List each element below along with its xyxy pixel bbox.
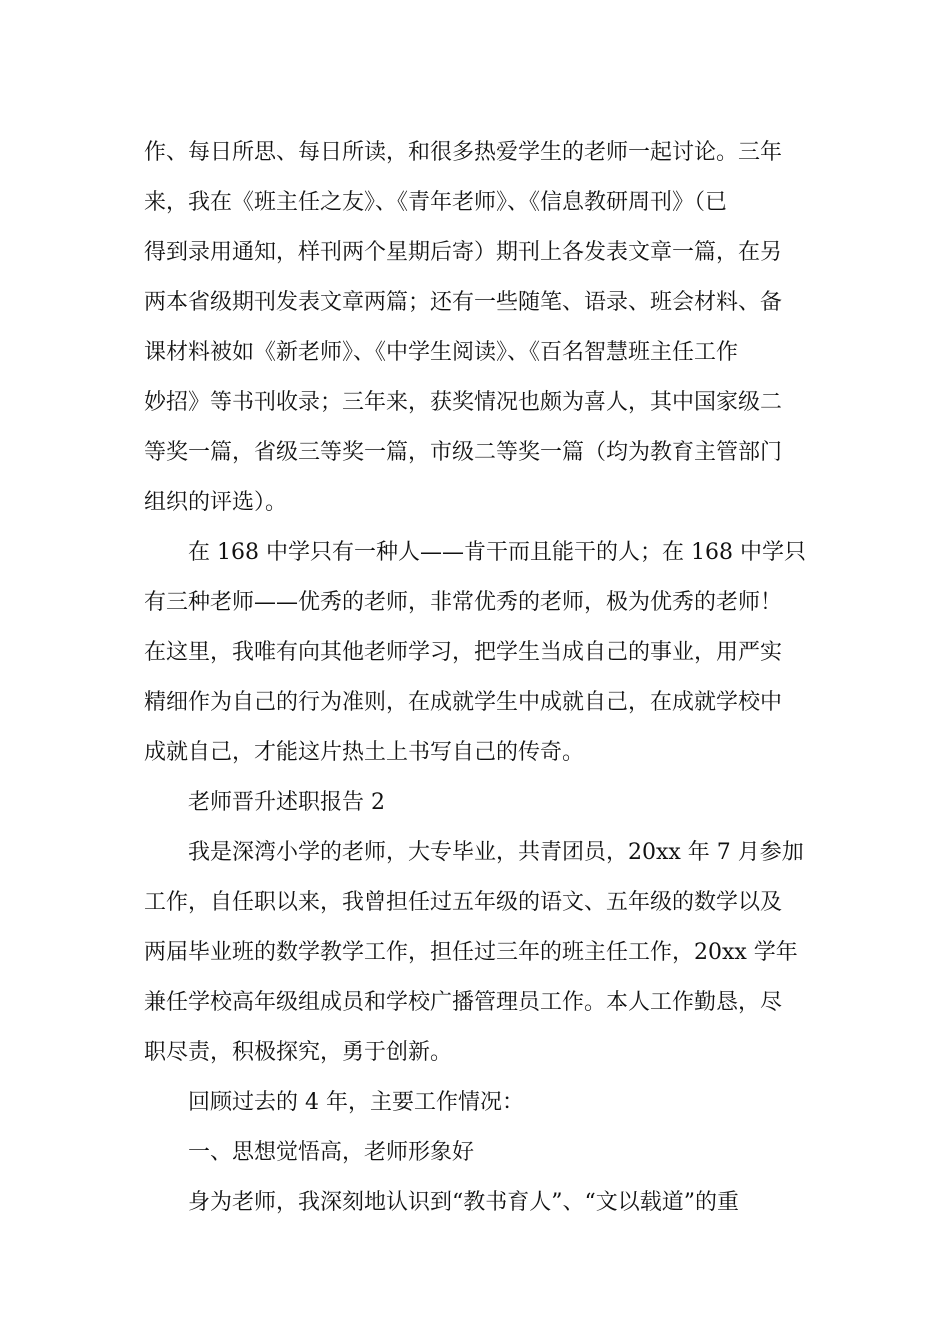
paragraph-line: 在这里，我唯有向其他老师学习，把学生当成自己的事业，用严实 <box>144 640 783 665</box>
paragraph-line: 得到录用通知，样刊两个星期后寄）期刊上各发表文章一篇，在另 <box>144 240 783 265</box>
paragraph-line: 精细作为自己的行为准则，在成就学生中成就自己，在成就学校中 <box>144 690 783 715</box>
paragraph-line: 工作，自任职以来，我曾担任过五年级的语文、五年级的数学以及 <box>144 890 783 915</box>
paragraph-line: 作、每日所思、每日所读，和很多热爱学生的老师一起讨论。三年 <box>144 140 783 165</box>
paragraph-line: 有三种老师——优秀的老师，非常优秀的老师，极为优秀的老师！ <box>144 590 783 615</box>
paragraph-line: 来，我在《班主任之友》、《青年老师》、《信息教研周刊》（已 <box>144 190 728 215</box>
section-title: 老师晋升述职报告 2 <box>188 790 385 815</box>
paragraph-line: 我是深湾小学的老师，大专毕业，共青团员，20xx 年 7 月参加 <box>188 840 804 865</box>
paragraph-line: 成就自己，才能这片热土上书写自己的传奇。 <box>144 740 585 765</box>
subheading: 一、思想觉悟高，老师形象好 <box>188 1140 475 1165</box>
paragraph-line: 等奖一篇，省级三等奖一篇，市级二等奖一篇（均为教育主管部门 <box>144 440 783 465</box>
paragraph-line: 两届毕业班的数学教学工作，担任过三年的班主任工作，20xx 学年 <box>144 940 798 965</box>
document-body <box>144 128 812 1228</box>
paragraph-line: 在 168 中学只有一种人——肯干而且能干的人；在 168 中学只 <box>188 540 806 565</box>
paragraph-line: 课材料被如《新老师》、《中学生阅读》、《百名智慧班主任工作 <box>144 340 739 365</box>
paragraph-line: 身为老师，我深刻地认识到“教书育人”、“文以载道”的重 <box>188 1190 739 1215</box>
paragraph-line: 妙招》等书刊收录；三年来，获奖情况也颇为喜人，其中国家级二 <box>144 390 783 415</box>
paragraph-line: 兼任学校高年级组成员和学校广播管理员工作。本人工作勤恳，尽 <box>144 990 783 1015</box>
paragraph-line: 职尽责，积极探究，勇于创新。 <box>144 1040 453 1065</box>
paragraph-line: 回顾过去的 4 年，主要工作情况： <box>188 1090 524 1115</box>
paragraph-line: 组织的评选）。 <box>144 490 288 515</box>
paragraph-line: 两本省级期刊发表文章两篇；还有一些随笔、语录、班会材料、备 <box>144 290 783 315</box>
